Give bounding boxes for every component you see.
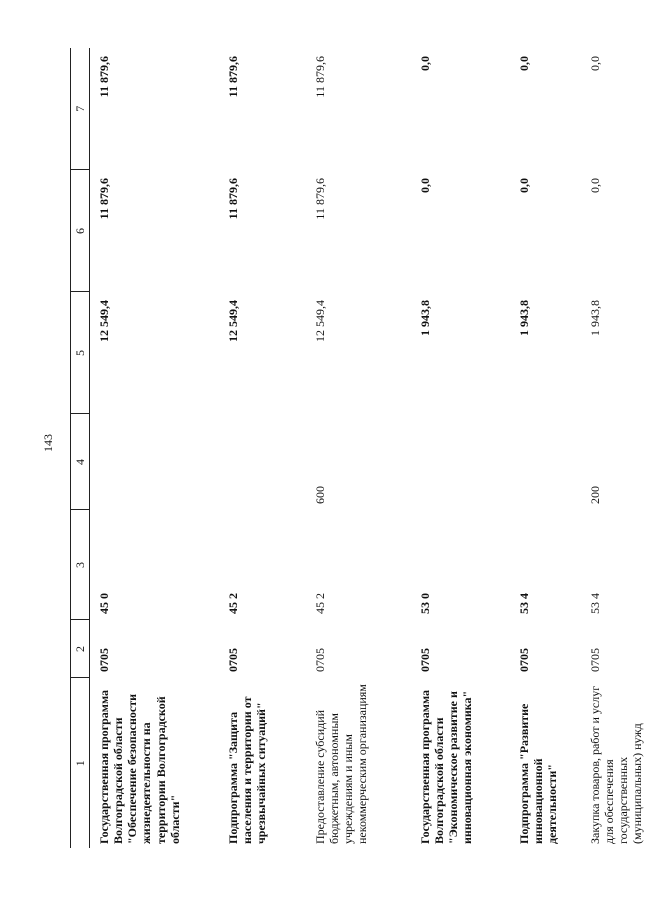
- amount-col5-cell: 12 549,4: [313, 300, 327, 342]
- amount-col5-cell: 12 549,4: [97, 300, 111, 342]
- row-name-cell: Закупка товаров, работ и услуг для обеспечения государственных (муниципальных) нужд: [588, 685, 645, 844]
- amount-col7-cell: 11 879,6: [226, 56, 240, 98]
- amount-col6-cell: 11 879,6: [97, 178, 111, 220]
- amount-col5-cell: 1 943,8: [588, 300, 602, 336]
- vr-cell: [219, 414, 306, 510]
- amount-col7-cell: 0,0: [418, 56, 432, 71]
- amount-col7-cell: 11 879,6: [97, 56, 111, 98]
- table-row: [411, 48, 510, 848]
- column-header-3: 3: [71, 510, 90, 620]
- amount-col7-cell: 0,0: [517, 56, 531, 71]
- row-name-cell: Предоставление субсидий бюджетным, автономным учреждениям и иным некоммерческим организациям: [313, 684, 370, 844]
- csr-cell: 45 2: [313, 593, 327, 614]
- column-header-7: 7: [71, 48, 90, 170]
- vr-cell: [510, 414, 581, 510]
- page-number: 143: [41, 434, 55, 452]
- table-row: [306, 48, 411, 848]
- row-name-cell: Подпрограмма "Защита населения и территории от чрезвычайных ситуаций": [226, 696, 269, 844]
- amount-col7-cell: 0,0: [588, 56, 602, 71]
- csr-cell: 45 0: [97, 593, 111, 614]
- amount-col6-cell: 0,0: [588, 178, 602, 193]
- amount-col6-cell: 11 879,6: [313, 178, 327, 220]
- csr-cell: 53 0: [418, 593, 432, 614]
- razdel-cell: 0705: [588, 648, 602, 672]
- razdel-cell: 0705: [418, 648, 432, 672]
- table-row: [581, 48, 657, 848]
- csr-cell: 53 4: [517, 593, 531, 614]
- razdel-cell: 0705: [517, 648, 531, 672]
- vr-cell: 200: [588, 486, 602, 504]
- budget-table: [70, 48, 657, 848]
- column-header-5: 5: [71, 292, 90, 414]
- amount-col5-cell: 1 943,8: [418, 300, 432, 336]
- razdel-cell: 0705: [97, 648, 111, 672]
- amount-col6-cell: 0,0: [418, 178, 432, 193]
- csr-cell: 53 4: [588, 593, 602, 614]
- vr-cell: [90, 414, 220, 510]
- header-row: [71, 48, 90, 848]
- table-row: [219, 48, 306, 848]
- vr-cell: [411, 414, 510, 510]
- amount-col6-cell: 11 879,6: [226, 178, 240, 220]
- column-header-6: 6: [71, 170, 90, 292]
- row-name-cell: Государственная программа Волгоградской области "Обеспечение безопасности жизнедеятельности на территории Волгоградской области": [97, 689, 182, 844]
- vr-cell: 600: [313, 486, 327, 504]
- column-header-2: 2: [71, 620, 90, 678]
- amount-col5-cell: 12 549,4: [226, 300, 240, 342]
- amount-col5-cell: 1 943,8: [517, 300, 531, 336]
- amount-col7-cell: 11 879,6: [313, 56, 327, 98]
- row-name-cell: Подпрограмма "Развитие инновационной деятельности": [517, 703, 560, 844]
- table-row: [90, 48, 220, 848]
- column-header-1: 1: [71, 678, 90, 848]
- razdel-cell: 0705: [313, 648, 327, 672]
- table-row: [510, 48, 581, 848]
- row-name-cell: Государственная программа Волгоградской области "Экономическое развитие и инновационная экономика": [418, 689, 475, 844]
- csr-cell: 45 2: [226, 593, 240, 614]
- amount-col6-cell: 0,0: [517, 178, 531, 193]
- column-header-4: 4: [71, 414, 90, 510]
- razdel-cell: 0705: [226, 648, 240, 672]
- rotated-table-container: [70, 48, 645, 848]
